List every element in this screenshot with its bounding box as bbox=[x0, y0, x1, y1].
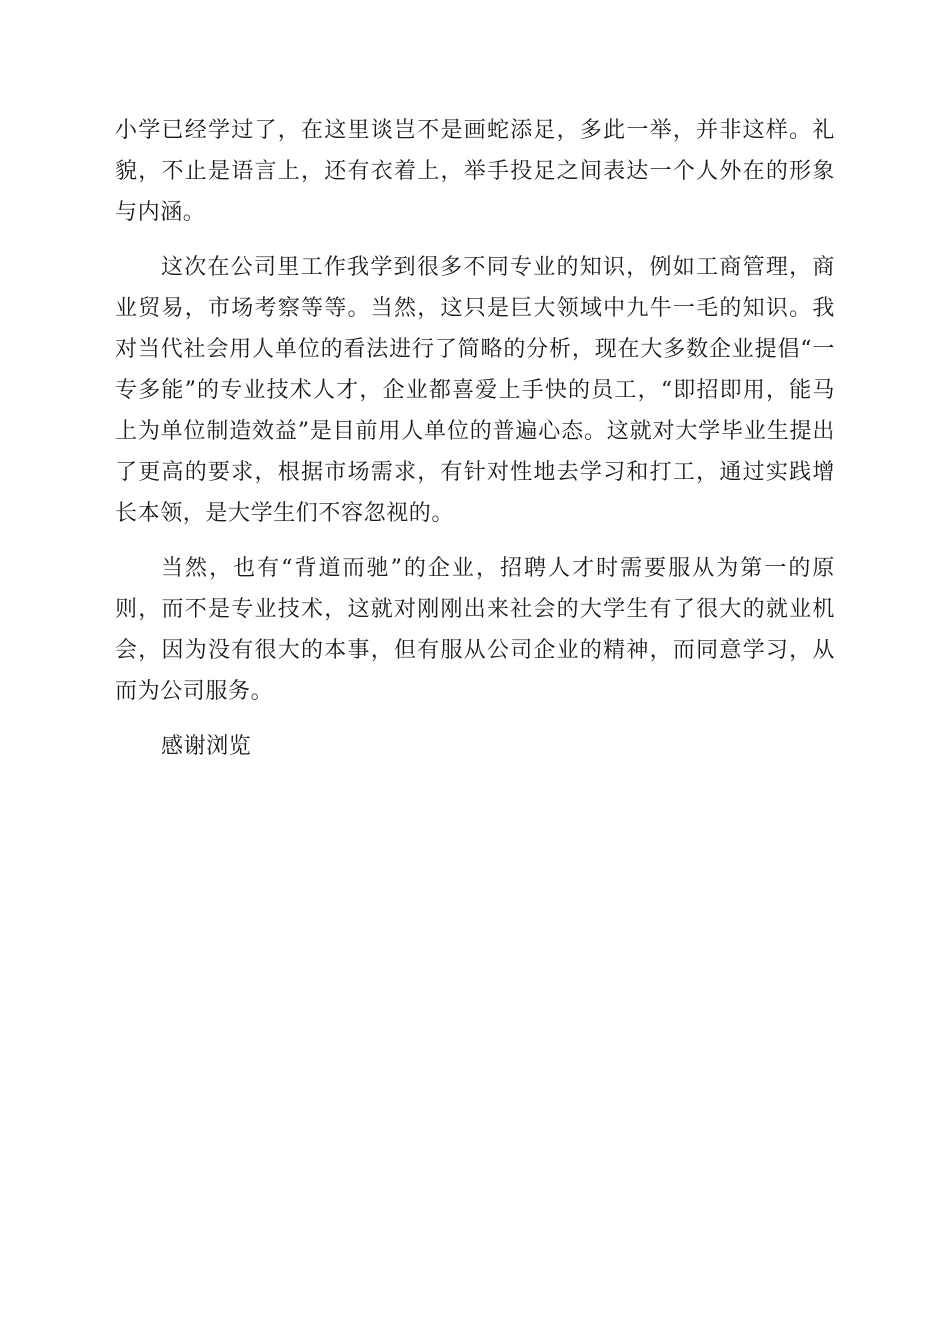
closing-text: 感谢浏览 bbox=[161, 734, 252, 759]
paragraph-1: 小学已经学过了，在这里谈岂不是画蛇添足，多此一举，并非这样。礼貌，不止是语言上，还有衣着上，举手投足之间表达一个人外在的形象与内涵。 bbox=[115, 118, 835, 225]
paragraph-3: 当然，也有“背道而驰”的企业，招聘人才时需要服从为第一的原则，而不是专业技术，这就对刚刚出来社会的大学生有了很大的就业机会，因为没有很大的本事，但有服从公司企业的精神，而同意学习，从而为公司服务。 bbox=[115, 556, 835, 704]
paragraph-2: 这次在公司里工作我学到很多不同专业的知识，例如工商管理，商业贸易，市场考察等等。当然，这只是巨大领域中九牛一毛的知识。我对当代社会用人单位的看法进行了简略的分析，现在大多数企业提倡“一专多能”的专业技术人才，企业都喜爱上手快的员工，“即招即用，能马上为单位制造效益”是目前用人单位的普遍心态。这就对大学毕业生提出了更高的要求，根据市场需求，有针对性地去学习和打工，通过实践增长本领，是大学生们不容忽视的。 bbox=[115, 255, 835, 526]
document-body bbox=[115, 110, 835, 767]
